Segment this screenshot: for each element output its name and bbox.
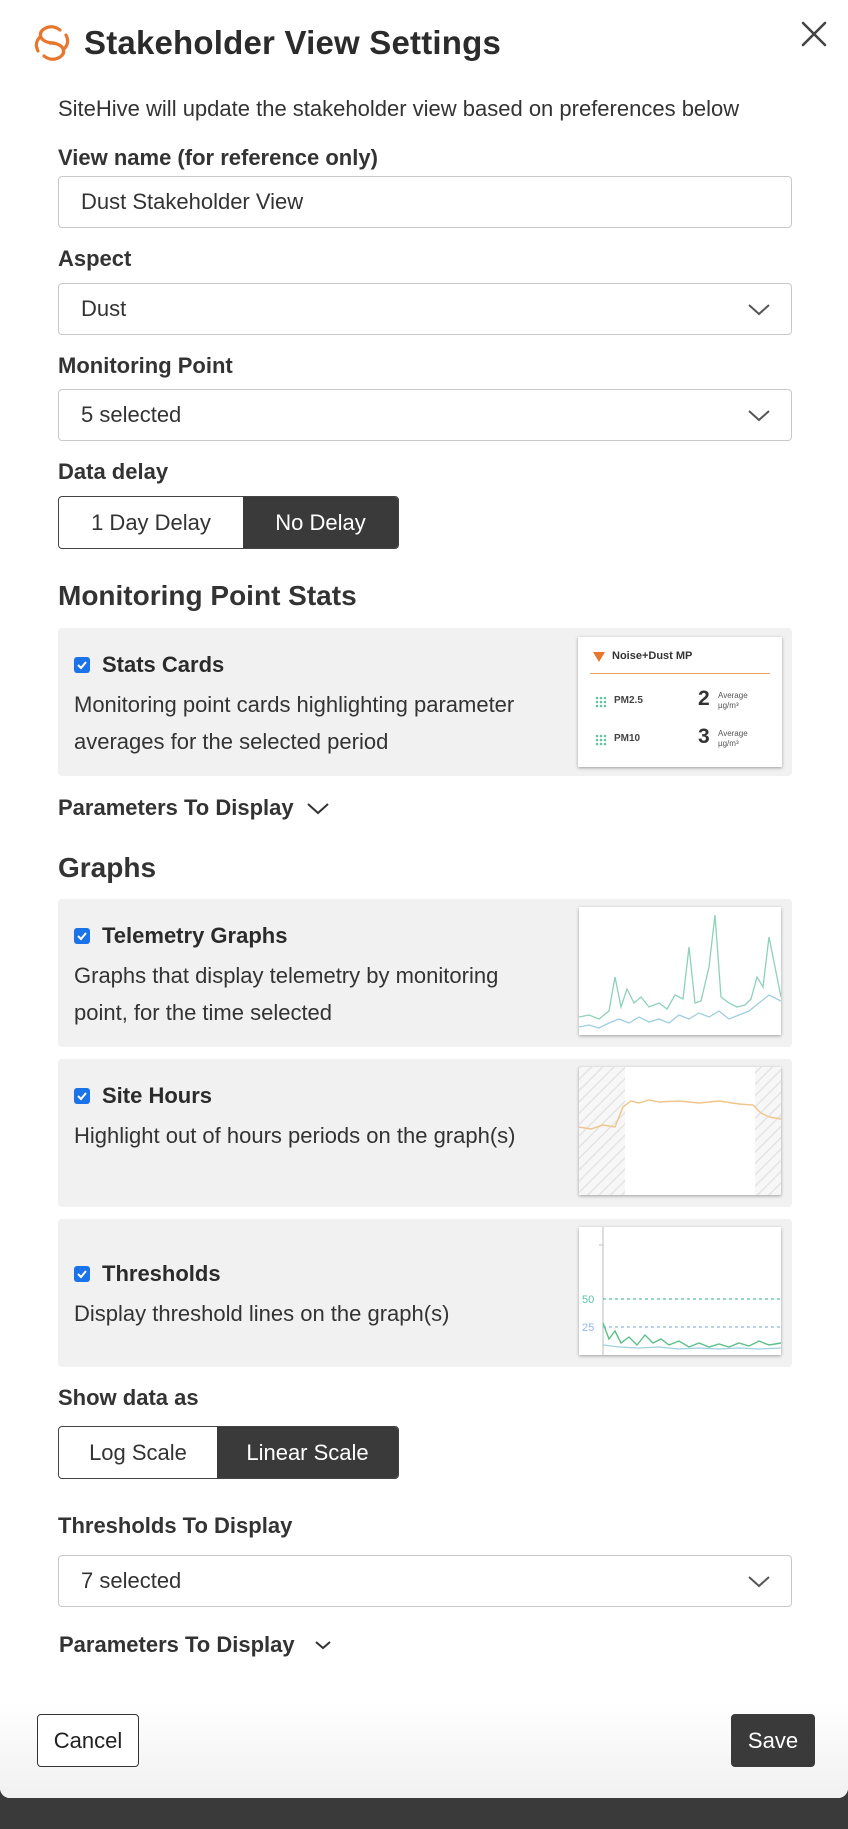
- dialog-title: Stakeholder View Settings: [84, 24, 502, 61]
- threshold-tick-50: 50: [582, 1294, 595, 1306]
- preview-param-pm25: PM2.5: [614, 695, 643, 706]
- threshold-tick-25: 25: [582, 1322, 595, 1334]
- sitehive-logo-icon: [30, 21, 74, 65]
- thresholds-graph-preview: [579, 1227, 781, 1355]
- aspect-label: Aspect: [58, 246, 132, 271]
- preview-value-pm25: 2: [698, 687, 710, 710]
- site-hours-graph-preview: [579, 1067, 781, 1195]
- parameters-to-display-label: Parameters To Display: [58, 795, 294, 820]
- thresholds-title: Thresholds: [102, 1261, 221, 1286]
- view-name-label: View name (for reference only): [58, 145, 378, 170]
- thresholds-description: Display threshold lines on the graph(s): [74, 1301, 450, 1326]
- warning-triangle-icon: [592, 651, 606, 663]
- data-delay-option-no-delay[interactable]: No Delay: [243, 497, 398, 548]
- view-name-value: Dust Stakeholder View: [81, 189, 304, 214]
- site-hours-description: Highlight out of hours periods on the graph(s): [74, 1123, 516, 1148]
- thresholds-to-display-value: 7 selected: [81, 1568, 182, 1593]
- data-delay-toggle: [58, 496, 399, 549]
- particle-icon: [594, 733, 608, 747]
- graphs-heading: Graphs: [58, 852, 157, 883]
- chevron-down-icon: [306, 800, 330, 816]
- parameters-to-display-label-graphs: Parameters To Display: [59, 1632, 295, 1657]
- site-hours-title: Site Hours: [102, 1083, 213, 1108]
- scale-toggle: [58, 1426, 399, 1479]
- aspect-value: Dust: [81, 296, 127, 321]
- dialog-intro-text: SiteHive will update the stakeholder view based on preferences below: [58, 96, 740, 121]
- monitoring-point-value: 5 selected: [81, 402, 182, 427]
- telemetry-graph-preview: [579, 907, 781, 1035]
- monitoring-point-select[interactable]: [58, 389, 792, 441]
- chevron-down-icon: [747, 299, 771, 319]
- stats-cards-option: [58, 628, 792, 776]
- aspect-select[interactable]: [58, 283, 792, 335]
- site-hours-option: [58, 1059, 792, 1207]
- checkmark-icon: [76, 659, 88, 671]
- thresholds-option: [58, 1219, 792, 1367]
- particle-icon: [594, 695, 608, 709]
- preview-param-pm10: PM10: [614, 733, 641, 744]
- show-data-as-label: Show data as: [58, 1385, 199, 1410]
- site-hours-checkbox[interactable]: [74, 1088, 90, 1104]
- close-icon[interactable]: [796, 16, 832, 52]
- stats-cards-checkbox[interactable]: [74, 657, 90, 673]
- preview-avg-label-pm10: Average: [718, 729, 748, 738]
- preview-avg-label-pm25: Average: [718, 691, 748, 700]
- chevron-down-icon: [747, 1571, 771, 1591]
- telemetry-graphs-option: [58, 899, 792, 1047]
- view-name-input[interactable]: [58, 176, 792, 228]
- telemetry-graphs-title: Telemetry Graphs: [102, 923, 288, 948]
- preview-unit-pm10: µg/m³: [718, 739, 739, 748]
- scale-option-linear[interactable]: Linear Scale: [217, 1427, 398, 1478]
- parameters-to-display-toggle-graphs[interactable]: [59, 1632, 335, 1658]
- checkmark-icon: [76, 930, 88, 942]
- monitoring-point-label: Monitoring Point: [58, 353, 233, 378]
- parameters-to-display-toggle[interactable]: [58, 795, 330, 821]
- cancel-button[interactable]: Cancel: [37, 1714, 139, 1767]
- telemetry-graphs-checkbox[interactable]: [74, 928, 90, 944]
- monitoring-point-stats-heading: Monitoring Point Stats: [58, 580, 357, 611]
- preview-mp-name: Noise+Dust MP: [612, 650, 693, 662]
- preview-value-pm10: 3: [698, 725, 710, 748]
- dialog-header: [30, 18, 501, 68]
- data-delay-option-1-day[interactable]: 1 Day Delay: [91, 509, 211, 535]
- stats-cards-preview: [578, 637, 782, 767]
- preview-unit-pm25: µg/m³: [718, 701, 739, 710]
- thresholds-checkbox[interactable]: [74, 1266, 90, 1282]
- stats-cards-title: Stats Cards: [102, 652, 225, 677]
- chevron-down-icon: [311, 1637, 335, 1653]
- checkmark-icon: [76, 1090, 88, 1102]
- thresholds-to-display-label: Thresholds To Display: [58, 1513, 293, 1538]
- telemetry-graphs-description: Graphs that display telemetry by monitoring point, for the time selected: [74, 963, 499, 1025]
- save-button[interactable]: Save: [731, 1714, 815, 1767]
- stats-cards-description: Monitoring point cards highlighting parameter averages for the selected period: [74, 692, 515, 754]
- chevron-down-icon: [747, 405, 771, 425]
- thresholds-to-display-select[interactable]: [58, 1555, 792, 1607]
- scale-option-log[interactable]: Log Scale: [89, 1439, 187, 1465]
- data-delay-label: Data delay: [58, 459, 169, 484]
- checkmark-icon: [76, 1268, 88, 1280]
